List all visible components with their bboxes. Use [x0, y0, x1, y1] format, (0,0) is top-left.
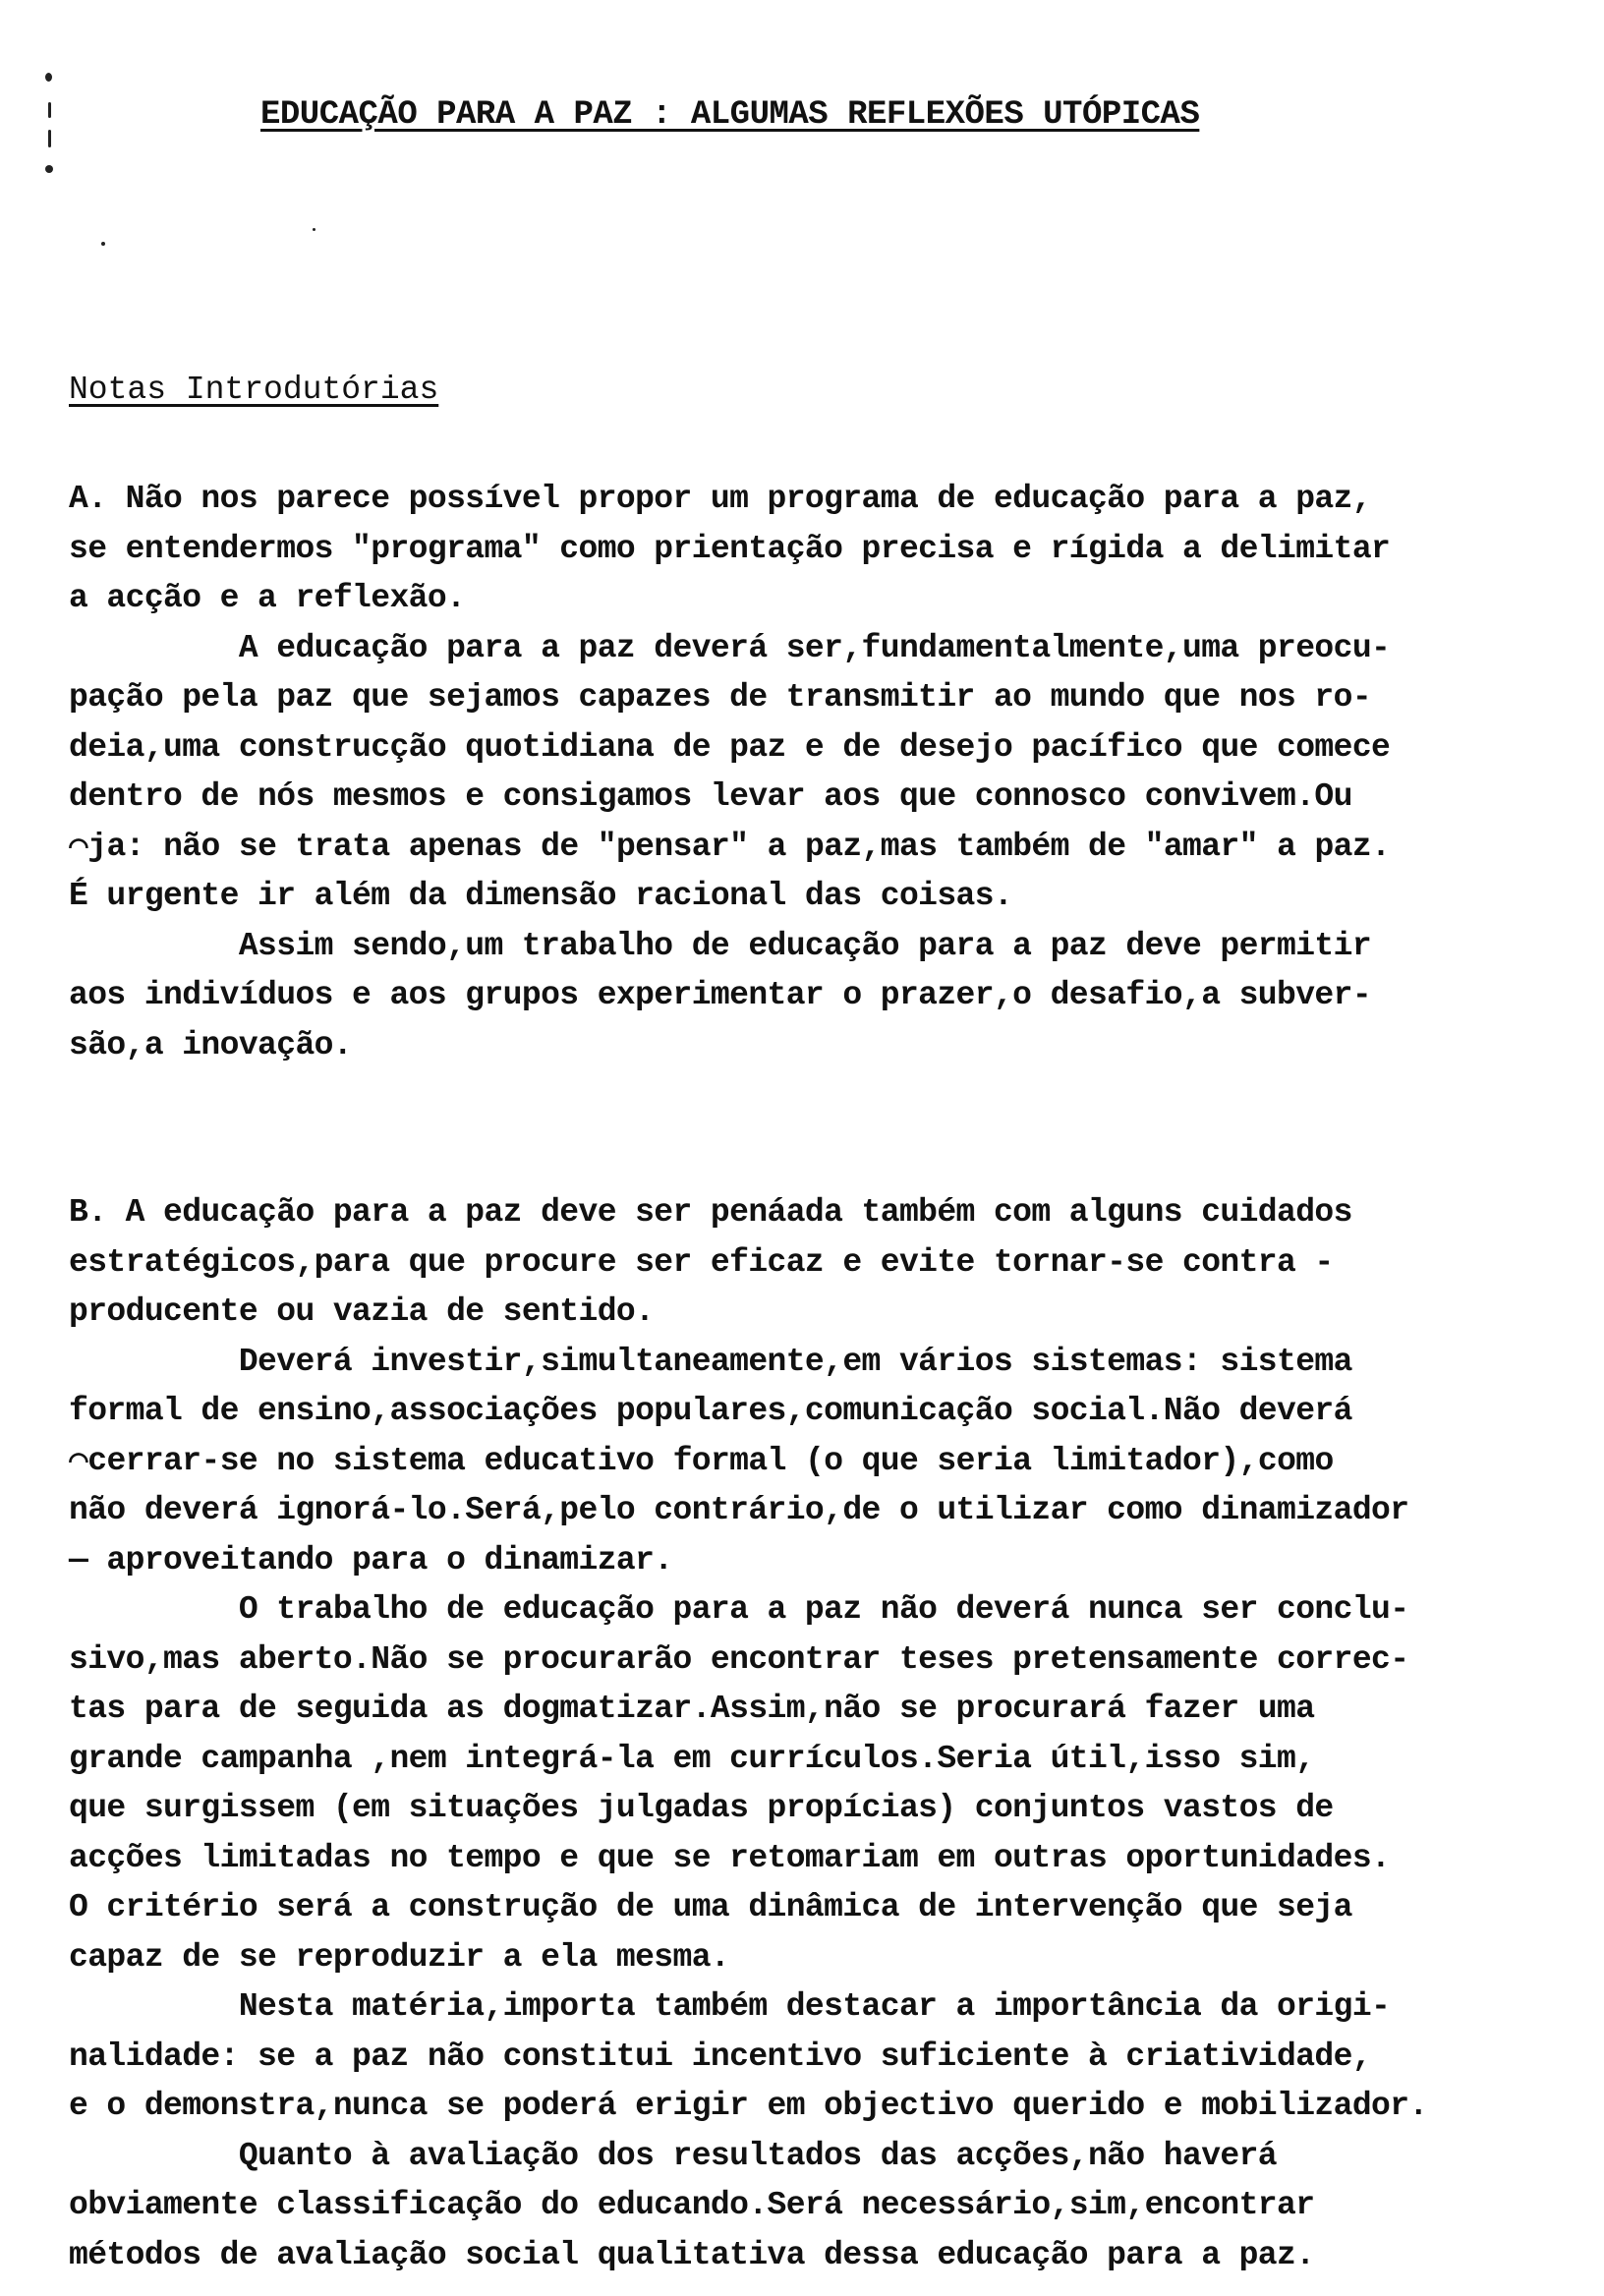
- text-line: aos indivíduos e aos grupos experimentar o prazer,o desafio,a subver-: [69, 977, 1372, 1013]
- scan-speck: [48, 102, 51, 118]
- text-line: dentro de nós mesmos e consigamos levar aos que connosco convivem.Ou: [69, 778, 1352, 815]
- scan-speck: [313, 228, 315, 231]
- text-line: e o demonstra,nunca se poderá erigir em objectivo querido e mobilizador.: [69, 2088, 1428, 2124]
- text-line: ⌒cerrar-se no sistema educativo formal (o que seria limitador),como: [69, 1442, 1334, 1479]
- text-line: nalidade: se a paz não constitui incentivo suficiente à criatividade,: [69, 2038, 1372, 2075]
- text-line: deia,uma construcção quotidiana de paz e de desejo pacífico que comece: [69, 728, 1391, 766]
- text-line: estratégicos,para que procure ser eficaz e evite tornar-se contra -: [69, 1243, 1334, 1281]
- scan-speck: [45, 165, 53, 173]
- text-line: Nesta matéria,importa também destacar a importância da origi-: [69, 1988, 1391, 2025]
- text-line: A. Não nos parece possível propor um programa de educação para a paz,: [69, 481, 1372, 517]
- text-line: pação pela paz que sejamos capazes de transmitir ao mundo que nos ro-: [69, 679, 1372, 716]
- text-line: Deverá investir,simultaneamente,em vários sistemas: sistema: [69, 1343, 1352, 1380]
- text-line: não deverá ignorá-lo.Será,pelo contrário,de o utilizar como dinamizador: [69, 1492, 1409, 1528]
- text-line: se entendermos "programa" como prientação precisa e rígida a delimitar: [69, 530, 1391, 567]
- text-line: métodos de avaliação social qualitativa dessa educação para a paz.: [69, 2236, 1315, 2273]
- text-line: capaz de se reproduzir a ela mesma.: [69, 1938, 730, 1976]
- document-title: EDUCAÇÃO PARA A PAZ : ALGUMAS REFLEXÕES UTÓPICAS: [260, 96, 1200, 134]
- text-line: Assim sendo,um trabalho de educação para a paz deve permitir: [69, 927, 1372, 964]
- scan-speck: [45, 73, 52, 82]
- text-line: acções limitadas no tempo e que se retomariam em outras oportunidades.: [69, 1839, 1391, 1876]
- text-line: obviamente classificação do educando.Será necessário,sim,encontrar: [69, 2187, 1315, 2223]
- text-line: Quanto à avaliação dos resultados das acções,não haverá: [69, 2137, 1278, 2174]
- scan-speck: [48, 130, 51, 147]
- text-line: que surgissem (em situações julgadas propícias) conjuntos vastos de: [69, 1790, 1334, 1826]
- section-a-text: [69, 475, 1563, 1070]
- text-line: O trabalho de educação para a paz não deverá nunca ser conclu-: [69, 1591, 1409, 1628]
- text-line: formal de ensino,associações populares,comunicação social.Não deverá: [69, 1393, 1352, 1429]
- text-line: producente ou vazia de sentido.: [69, 1293, 655, 1330]
- scan-speck: [101, 242, 105, 246]
- section-heading: Notas Introdutórias: [69, 372, 439, 408]
- text-line: É urgente ir além da dimensão racional das coisas.: [69, 878, 1013, 914]
- text-line: — aproveitando para o dinamizar.: [69, 1541, 673, 1578]
- text-line: O critério será a construção de uma dinâmica de intervenção que seja: [69, 1889, 1352, 1925]
- text-line: B. A educação para a paz deve ser penáada também com alguns cuidados: [69, 1194, 1352, 1231]
- text-line: tas para de seguida as dogmatizar.Assim,não se procurará fazer uma: [69, 1691, 1315, 1727]
- text-line: a acção e a reflexão.: [69, 580, 466, 616]
- section-b-text: [69, 1188, 1563, 2280]
- text-line: grande campanha ,nem integrá-la em currículos.Seria útil,isso sim,: [69, 1740, 1315, 1777]
- text-line: A educação para a paz deverá ser,fundamentalmente,uma preocu-: [69, 629, 1391, 666]
- text-line: ⌒ja: não se trata apenas de "pensar" a paz,mas também de "amar" a paz.: [69, 828, 1391, 865]
- text-line: sivo,mas aberto.Não se procurarão encontrar teses pretensamente correc-: [69, 1640, 1409, 1678]
- text-line: são,a inovação.: [69, 1026, 353, 1063]
